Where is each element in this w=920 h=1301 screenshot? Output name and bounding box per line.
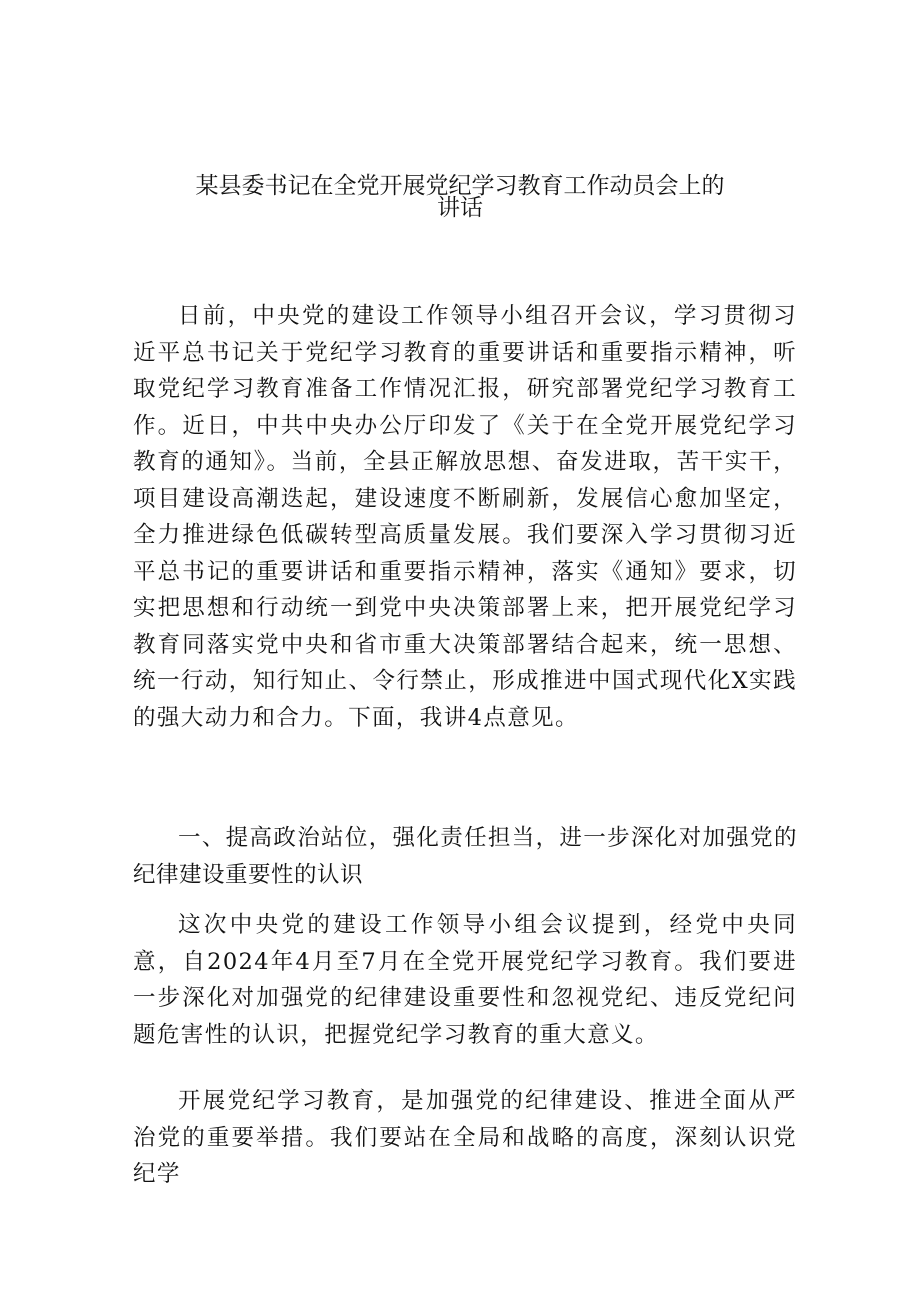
document-title-line1: 某县委书记在全党开展党纪学习教育工作动员会上的 <box>195 173 725 199</box>
section-heading-1: 一、提高政治站位，强化责任担当，进一步深化对加强党的纪律建设重要性的认识 <box>133 825 797 888</box>
paragraph-intro: 日前，中央党的建设工作领导小组召开会议，学习贯彻习近平总书记关于党纪学习教育的重要讲话和重要指示精神，听取党纪学习教育准备工作情况汇报，研究部署党纪学习教育工作。近日，中共中央办公厅印发了《关于在全党开展党纪学习教育的通知》。当前，全县正解放思想、奋发进取，苦干实干，项目建设高潮迭起，建设速度不断刷新，发展信心愈加坚定，全力推进绿色低碳转型高质量发展。我们要深入学习贯彻习近平总书记的重要讲话和重要指示精神，落实《通知》要求，切实把思想和行动统一到党中央决策部署上来，把开展党纪学习教育同落实党中央和省市重大决策部署结合起来，统一思想、统一行动，知行知止、令行禁止，形成推进中国式现代化X实践的强大动力和合力。下面，我讲4点意见。 <box>133 303 797 731</box>
paragraph-section1-1: 这次中央党的建设工作领导小组会议提到，经党中央同意，自2024年4月至7月在全党开展党纪学习教育。我们要进一步深化对加强党的纪律建设重要性和忽视党纪、违反党纪问题危害性的认识，把握党纪学习教育的重大意义。 <box>133 912 797 1048</box>
document-title-line2: 讲话 <box>437 195 483 221</box>
paragraph-section1-2: 开展党纪学习教育，是加强党的纪律建设、推进全面从严治党的重要举措。我们要站在全局和战略的高度，深刻认识党纪学 <box>133 1088 797 1187</box>
